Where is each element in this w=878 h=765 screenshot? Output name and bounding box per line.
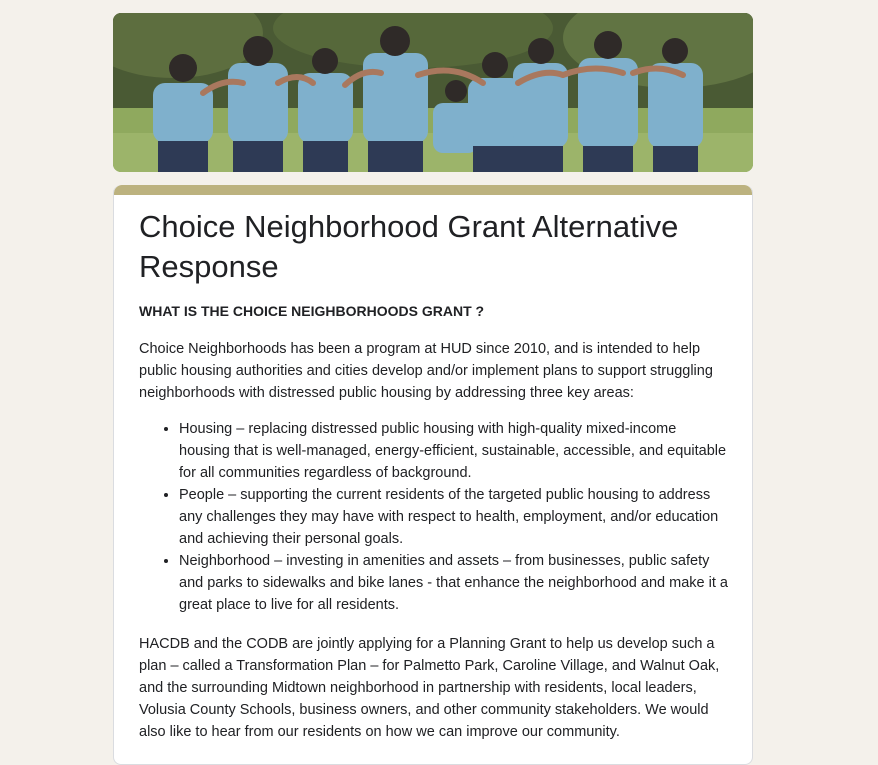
key-areas-list [139, 418, 731, 616]
form-description [139, 207, 731, 743]
list-item: • People – supporting the current residents of the targeted public housing to address any challenges they may have with respect to health, employment, and/or education and achieving their personal goals. [179, 484, 731, 550]
closing-paragraph: HACDB and the CODB are jointly applying for a Planning Grant to help us develop such a plan – called a Transformation Plan – for Palmetto Park, Caroline Village, and Walnut Oak, and the surrounding Midtown neighborhood in partnership with residents, local leaders, Volusia County Schools, business owners, and other community stakeholders. We would also like to hear from our residents on how we can improve our community. [139, 636, 720, 740]
card-accent-bar [114, 185, 752, 195]
section-heading: WHAT IS THE CHOICE NEIGHBORHOODS GRANT ? [139, 303, 485, 319]
people-group-illustration [113, 13, 753, 172]
intro-paragraph: Choice Neighborhoods has been a program at HUD since 2010, and is intended to help public housing authorities and cities develop and/or implement plans to support struggling neighborhoods with distressed public housing by addressing three key areas: [139, 341, 713, 401]
header-banner-image [113, 13, 753, 172]
form-title: Choice Neighborhood Grant Alternative Response [139, 209, 679, 284]
list-item: • Neighborhood – investing in amenities and assets – from businesses, public safety and parks to sidewalks and bike lanes - that enhance the neighborhood and make it a great place to live for all residents. [179, 550, 731, 616]
form-header-card [113, 185, 753, 765]
list-item: • Housing – replacing distressed public housing with high-quality mixed-income housing that is well-managed, energy-efficient, sustainable, accessible, and equitable for all communities regardless of background. [179, 418, 731, 484]
